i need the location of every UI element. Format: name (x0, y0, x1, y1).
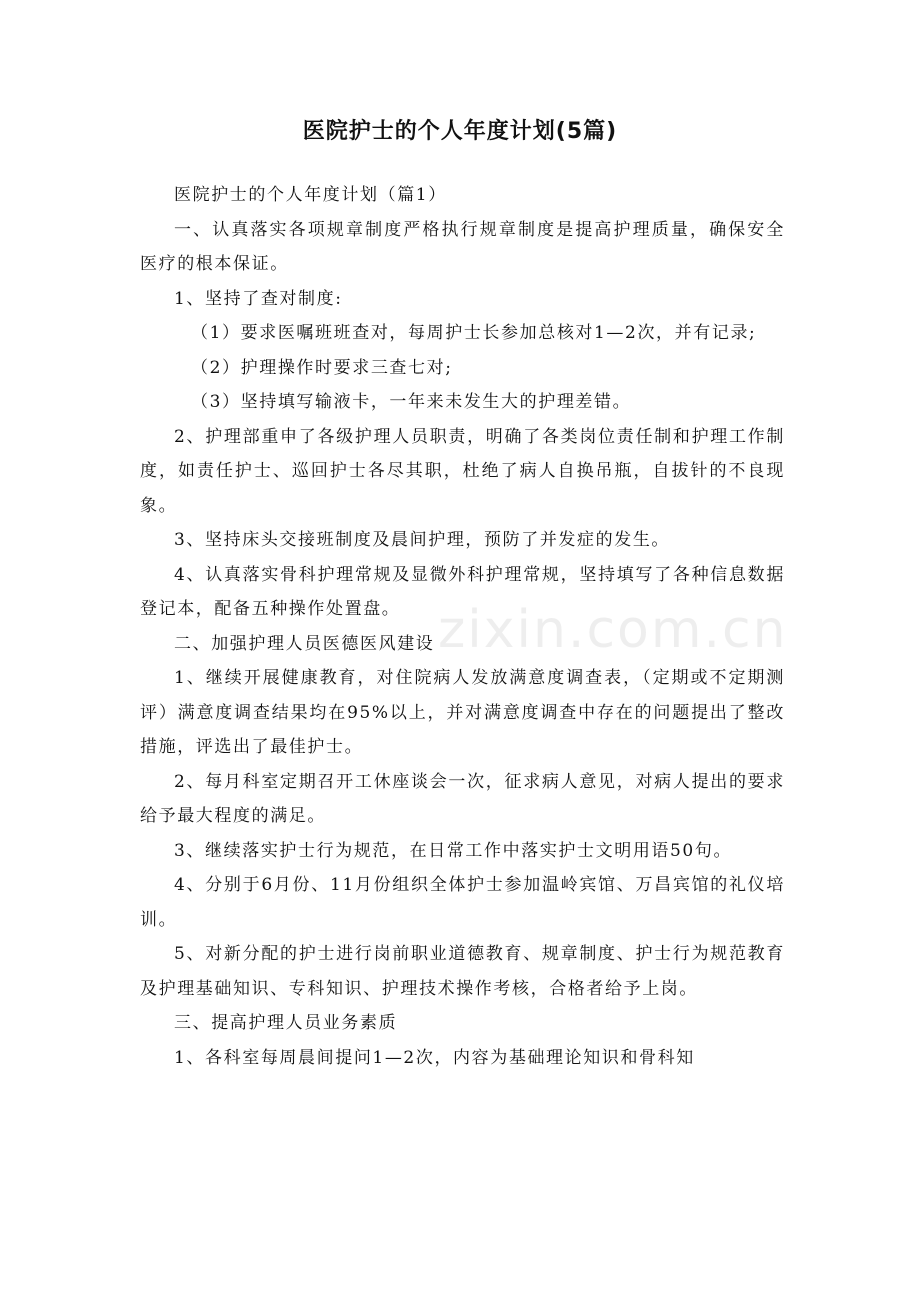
paragraph: 3、继续落实护士行为规范，在日常工作中落实护士文明用语50句。 (174, 840, 733, 861)
paragraph: 一、认真落实各项规章制度严格执行规章制度是提高护理质量，确保安全医疗的根本保证。 (140, 219, 785, 274)
paragraph: 1、各科室每周晨间提问1—2次，内容为基础理论知识和骨科知 (174, 1047, 695, 1068)
paragraph: 4、认真落实骨科护理常规及显微外科护理常规，坚持填写了各种信息数据登记本，配备五种操作处置盘。 (140, 564, 785, 619)
paragraph: 4、分别于6月份、11月份组织全体护士参加温岭宾馆、万昌宾馆的礼仪培训。 (140, 875, 785, 930)
paragraph: 3、坚持床头交接班制度及晨间护理，预防了并发症的发生。 (174, 530, 671, 550)
paragraph: 2、护理部重申了各级护理人员职责，明确了各类岗位责任制和护理工作制度，如责任护士、巡回护士各尽其职，杜绝了病人自换吊瓶，自拔针的不良现象。 (140, 426, 785, 516)
paragraph: 2、每月科室定期召开工休座谈会一次，征求病人意见，对病人提出的要求给予最大程度的满足。 (140, 771, 785, 826)
document-body (140, 178, 785, 1075)
paragraph: （1）要求医嘱班班查对，每周护士长参加总核对1—2次，并有记录; (191, 323, 757, 343)
section-heading: 医院护士的个人年度计划（篇1） (174, 185, 447, 205)
section-heading: 三、提高护理人员业务素质 (174, 1013, 398, 1033)
document-title: 医院护士的个人年度计划(5篇) (302, 119, 618, 144)
paragraph: 1、继续开展健康教育，对住院病人发放满意度调查表，（定期或不定期测评）满意度调查结果均在95%以上，并对满意度调查中存在的问题提出了整改措施，评选出了最佳护士。 (140, 668, 785, 757)
section-heading: 二、加强护理人员医德医风建设 (174, 633, 435, 654)
paragraph: （3）坚持填写输液卡，一年来未发生大的护理差错。 (191, 392, 632, 412)
paragraph: （2）护理操作时要求三查七对; (191, 357, 453, 378)
paragraph: 5、对新分配的护士进行岗前职业道德教育、规章制度、护士行为规范教育及护理基础知识、专科知识、护理技术操作考核，合格者给予上岗。 (140, 944, 785, 999)
paragraph: 1、坚持了查对制度: (174, 288, 343, 309)
watermark: zixin.com.cn (438, 600, 788, 660)
